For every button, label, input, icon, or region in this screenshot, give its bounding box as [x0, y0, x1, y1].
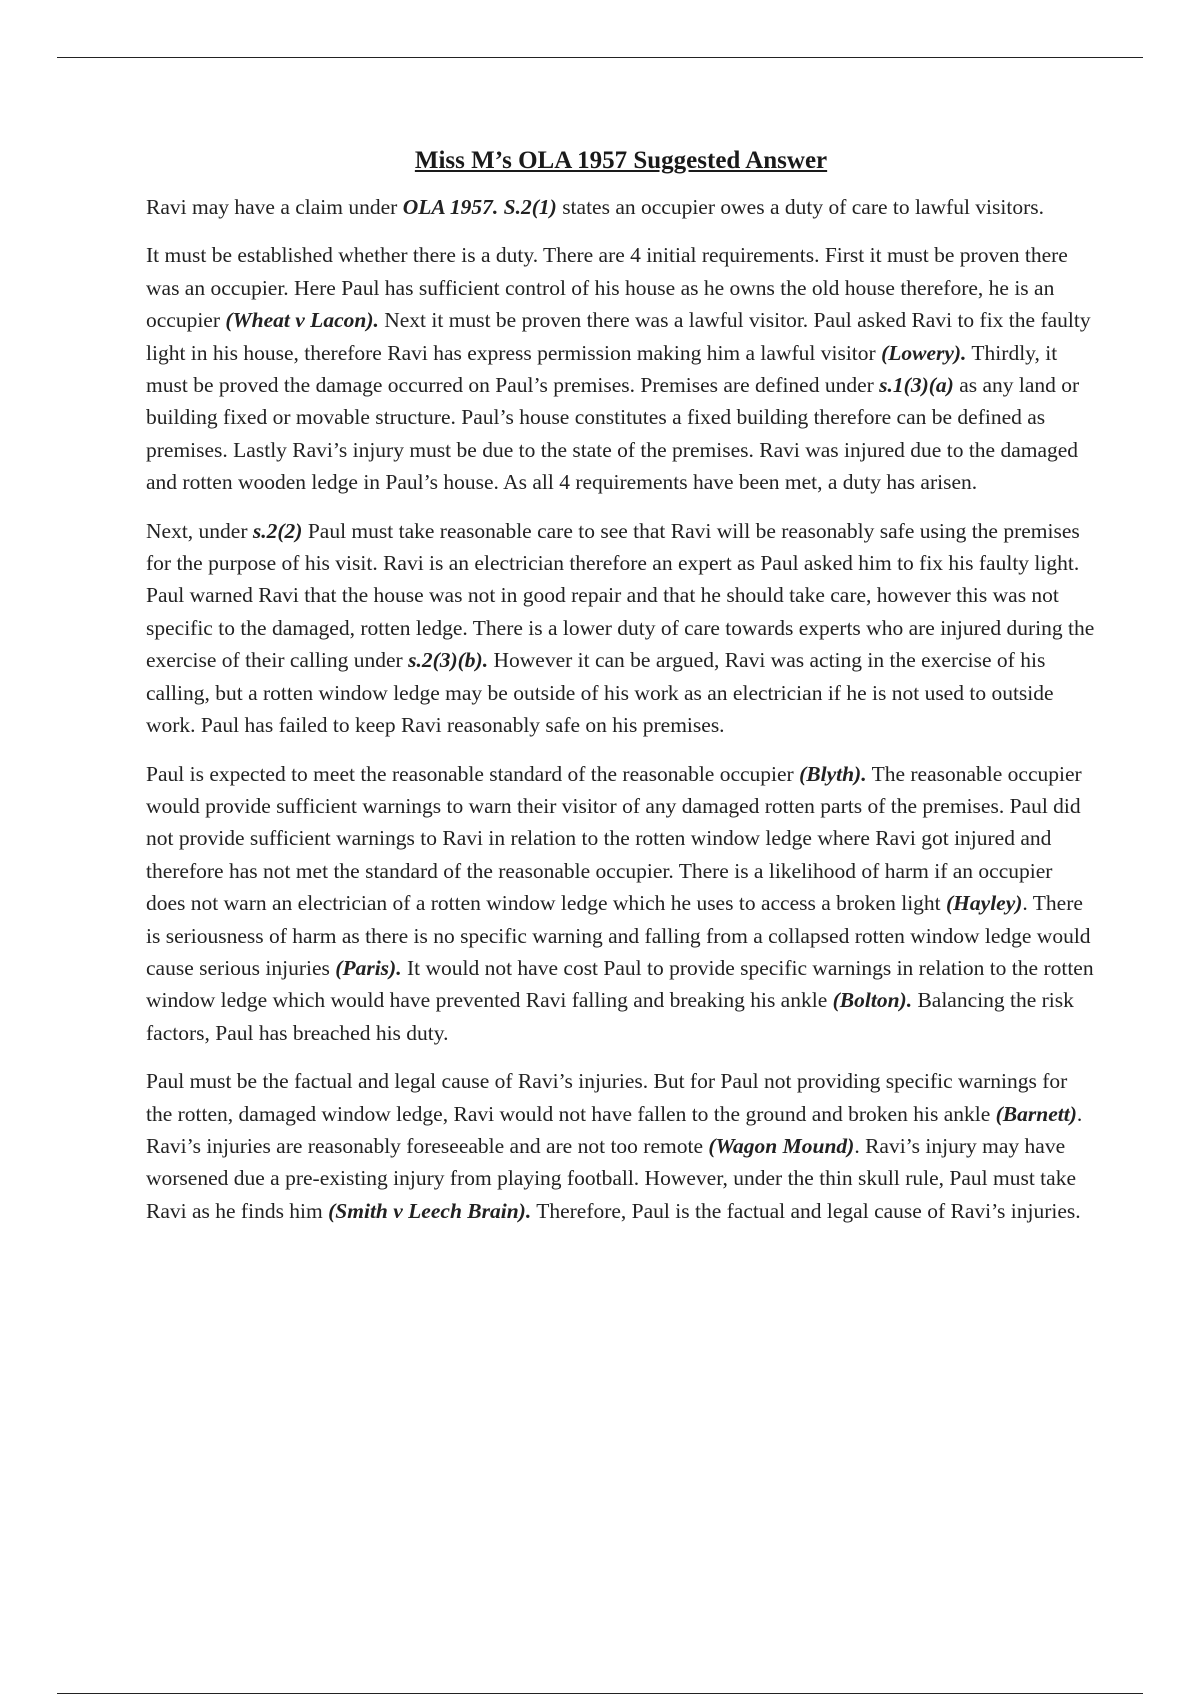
paragraph-text: The reasonable occupier would provide sufficient warnings to warn their visitor of any damaged rotten parts of the premises. Paul did not provide sufficient warnings to Ravi in relation to the rotten window ledge where Ravi got injured and therefore has not met the standard of the reasonable occupier. There is a likelihood of harm if an occupier does not warn an electrician of a rotten window ledge which he uses to access a broken light	[146, 761, 1082, 916]
paragraph-text: Paul must take reasonable care to see that Ravi will be reasonably safe using the premises for the purpose of his visit. Ravi is an electrician therefore an expert as Paul asked him to fix his faulty light. Paul warned Ravi that the house was not in good repair and that he should take care, however this was not specific to the damaged, rotten ledge. There is a lower duty of care towards experts who are injured during the exercise of their calling under	[146, 518, 1095, 673]
paragraph-text: It must be established whether there is a duty. There are 4 initial requirements. First it must be proven there was an occupier. Here Paul has sufficient control of his house as he owns the old house therefore, he is an occupier	[146, 243, 1068, 333]
paragraph-text: Next it must be proven there was a lawful visitor. Paul asked Ravi to fix the faulty light in his house, therefore Ravi has express permission making him a lawful visitor	[146, 308, 1091, 365]
header-rule	[57, 57, 1143, 58]
paragraph-list	[146, 191, 1096, 1227]
paragraph-text: as any land or building fixed or movable structure. Paul’s house constitutes a fixed building therefore can be defined as premises. Lastly Ravi’s injury must be due to the state of the premises. Ravi was injured due to the damaged and rotten wooden ledge in Paul’s house. As all 4 requirements have been met, a duty has arisen.	[146, 373, 1080, 495]
case-citation: (Bolton).	[832, 988, 913, 1013]
paragraph-text: It would not have cost Paul to provide specific warnings in relation to the rotten window ledge which would have prevented Ravi falling and breaking his ankle	[146, 955, 1094, 1013]
paragraph-text: Paul must be the factual and legal cause of Ravi’s injuries. But for Paul not providing specific warnings for the rotten, damaged window ledge, Ravi would not have fallen to the ground and broken his ankle	[146, 1069, 1068, 1126]
paragraph-text: . Ravi’s injuries are reasonably foreseeable and are not too remote	[146, 1101, 1083, 1158]
paragraph-text: . There is seriousness of harm as there is no specific warning and falling from a collapsed rotten window ledge would cause serious injuries	[146, 891, 1091, 980]
case-citation: (Smith v Leech Brain).	[328, 1198, 532, 1223]
paragraph-text: Next, under	[146, 518, 253, 543]
case-citation: (Wagon Mound)	[708, 1133, 855, 1158]
case-citation: OLA 1957. S.2(1)	[402, 195, 557, 219]
case-citation: (Blyth).	[799, 761, 867, 786]
case-citation: s.2(3)(b).	[408, 648, 489, 673]
paragraph-1	[146, 191, 1096, 223]
case-citation: (Lowery).	[881, 340, 967, 365]
paragraph-2	[146, 239, 1096, 498]
paragraph-text: Paul is expected to meet the reasonable standard of the reasonable occupier	[146, 761, 800, 786]
document-body	[146, 145, 1096, 1243]
paragraph-text: Balancing the risk factors, Paul has breached his duty.	[146, 988, 1074, 1045]
footer-rule	[57, 1693, 1143, 1694]
paragraph-3	[146, 515, 1096, 742]
case-citation: (Barnett)	[995, 1101, 1077, 1126]
case-citation: (Wheat v Lacon).	[225, 308, 379, 333]
case-citation: (Hayley)	[946, 891, 1023, 916]
paragraph-text: Ravi may have a claim under	[146, 195, 403, 219]
paragraph-4	[146, 758, 1096, 1050]
paragraph-text: Therefore, Paul is the factual and legal cause of Ravi’s injuries.	[531, 1198, 1081, 1223]
paragraph-5	[146, 1065, 1096, 1227]
paragraph-text: However it can be argued, Ravi was acting in the exercise of his calling, but a rotten window ledge may be outside of his work as an electrician if he is not used to outside work. Paul has failed to keep Ravi reasonably safe on his premises.	[146, 648, 1054, 738]
case-citation: s.2(2)	[252, 518, 303, 543]
paragraph-text: Thirdly, it must be proved the damage occurred on Paul’s premises. Premises are defined under	[146, 340, 1058, 398]
paragraph-text: . Ravi’s injury may have worsened due a pre-existing injury from playing football. However, under the thin skull rule, Paul must take Ravi as he finds him	[146, 1133, 1076, 1223]
paragraph-text: states an occupier owes a duty of care to lawful visitors.	[556, 195, 1044, 219]
page-title: Miss M’s OLA 1957 Suggested Answer	[414, 147, 828, 174]
case-citation: s.1(3)(a)	[879, 373, 954, 398]
case-citation: (Paris).	[335, 955, 402, 980]
